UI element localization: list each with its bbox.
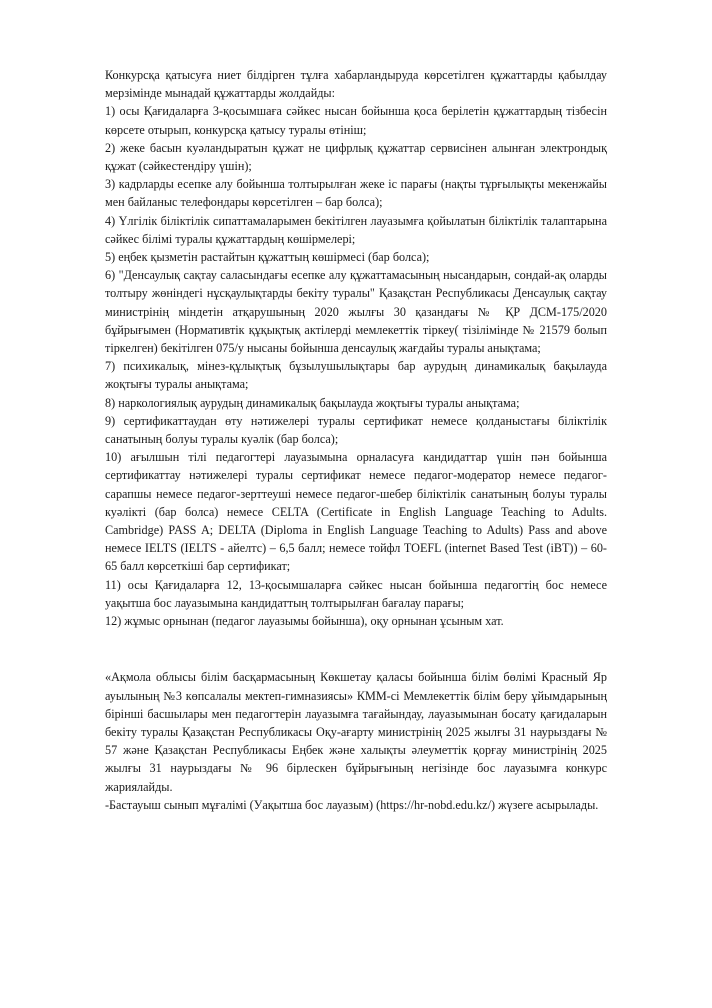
position-paragraph: -Бастауыш сынып мұғалімі (Уақытша бос лауазым) (https://hr-nobd.edu.kz/) жүзеге асырылады.: [105, 797, 599, 812]
list-item-4: 4) Үлгілік біліктілік сипаттамаларымен бекітілген лауазымға қойылатын біліктілік талаптарына сәйкес білімі туралы құжаттардың көшірмелері;: [105, 213, 607, 246]
intro-paragraph: Конкурсқа қатысуға ниет білдірген тұлға хабарландыруда көрсетілген құжаттарды қабылдау мерзімінде мынадай құжаттарды жолдайды:: [105, 68, 607, 101]
list-item-8: 8) наркологиялық аурудың динамикалық бақылауда жоқтығы туралы анықтама;: [105, 395, 520, 410]
list-item-9: 9) сертификаттаудан өту нәтижелері туралы сертификат немесе қолданыстағы біліктілік санатының болуы туралы куәлік (бар болса);: [105, 413, 607, 447]
list-item-5: 5) еңбек қызметін растайтын құжаттың көшірмесі (бар болса);: [105, 250, 430, 265]
list-item-10: 10) ағылшын тілі педагогтері лауазымына орналасуға кандидаттар үшін пән бойынша сертификаттау нәтижелері туралы сертификат немесе педагог-модератор немесе педагог-сарапшы немесе педагог-зерттеуші немесе педагог-шебер біліктілік санатының болуы туралы куәлікті (бар болса) немесе CELTA (Certificate in English Language Teaching to Adults. Cambridge) PASS A; DELTA (Diploma in English Language Teaching to Adults) Pass and above немесе IELTS (IELTS - айелтс) – 6,5 балл; немесе тойфл TOEFL (internet Based Test (iBT)) – 60-65 балл көрсеткіші бар сертификат;: [105, 450, 607, 574]
list-item-1: 1) осы Қағидаларға 3-қосымшаға сәйкес нысан бойынша қоса берілетін құжаттардың тізбесін көрсете отырып, конкурсқа қатысу туралы өтініш;: [105, 104, 607, 137]
list-item-2: 2) жеке басын куәландыратын құжат не цифрлық құжаттар сервисінен алынған электрондық құжат (сәйкестендіру үшін);: [105, 140, 607, 174]
list-item-12: 12) жұмыс орнынан (педагог лауазымы бойынша), оқу орнынан ұсыным хат.: [105, 614, 504, 629]
document-body: [105, 66, 607, 814]
list-item-11: 11) осы Қағидаларға 12, 13-қосымшаларға сәйкес нысан бойынша педагогтің бос немесе уақытша бос лауазымына кандидаттың толтырылған бағалау парағы;: [105, 577, 607, 610]
paragraph-gap: [105, 630, 607, 668]
list-item-7: 7) психикалық, мінез-құлықтық бұзылушылықтары бар аурудың динамикалық бақылауда жоқтығы туралы анықтама;: [105, 359, 607, 392]
list-item-3: 3) кадрларды есепке алу бойынша толтырылған жеке іс парағы (нақты тұрғылықты мекенжайы мен байланыс телефондары көрсетілген – бар болса);: [105, 177, 607, 210]
list-item-6: 6) "Денсаулық сақтау саласындағы есепке алу құжаттамасының нысандарын, сондай-ақ оларды толтыру жөніндегі нұсқаулықтарды бекіту туралы" Қазақстан Республикасы Денсаулық сақтау министрінің міндетін атқарушының 2020 жылғы 30 қазандағы № ҚР ДСМ-175/2020 бұйрығымен (Нормативтік құқықтық актілерді мемлекеттік тіркеу( тізілімінде № 21579 болып тіркелген) бекітілген 075/у нысаны бойынша денсаулық жағдайы туралы анықтама;: [105, 268, 607, 356]
announcement-paragraph: «Ақмола облысы білім басқармасының Көкшетау қаласы бойынша білім бөлімі Красный Яр ауылының №3 көпсалалы мектеп-гимназиясы» КММ-сі Мемлекеттік білім беру ұйымдарының бірінші басшылары мен педагогтерін лауазымға тағайындау, лауазымынан босату қағидаларын бекіту туралы Қазақстан Республикасы Оқу-ағарту министрінің 2025 жылғы 31 наурыздағы № 57 және Қазақстан Республикасы Еңбек және халықты әлеуметтік қорғау министрінің 2025 жылғы 31 наурыздағы № 96 бірлескен бұйрығының негізінде бос лауазымға конкурс жариялайды.: [105, 670, 607, 794]
